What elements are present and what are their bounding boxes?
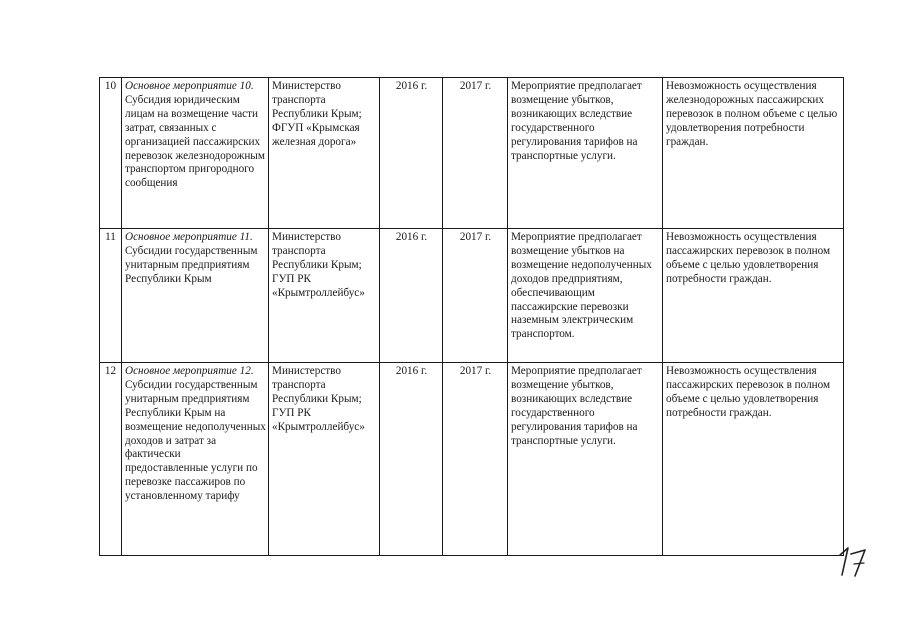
measure-cell: [122, 78, 269, 229]
measure-title: Основное мероприятие 12.: [125, 365, 254, 377]
start-year-cell: 2016 г.: [380, 229, 443, 363]
measure-title: Основное мероприятие 10.: [125, 80, 254, 92]
measure-title: Основное мероприятие 11.: [125, 231, 253, 243]
consequence-cell: Невозможность осуществления пассажирских перевозок в полном объеме с целью удовлетворения потребности граждан.: [663, 229, 844, 363]
result-cell: Мероприятие предполагает возмещение убытков, возникающих вследствие государственного регулирования тарифов на транспортные услуги.: [508, 78, 663, 229]
executor-cell: Министерство транспорта Республики Крым; ГУП РК «Крымтроллейбус»: [269, 363, 380, 556]
consequence-cell: Невозможность осуществления пассажирских перевозок в полном объеме с целью удовлетворения потребности граждан.: [663, 363, 844, 556]
row-number: 10: [100, 78, 122, 229]
end-year-cell: 2017 г.: [443, 78, 508, 229]
result-cell: Мероприятие предполагает возмещение убытков, возникающих вследствие государственного регулирования тарифов на транспортные услуги.: [508, 363, 663, 556]
row-number: 11: [100, 229, 122, 363]
executor-cell: Министерство транспорта Республики Крым; ФГУП «Крымская железная дорога»: [269, 78, 380, 229]
result-cell: Мероприятие предполагает возмещение убытков на возмещение недополученных доходов предприятиям, обеспечивающим пассажирские перевозки наземным электрическим транспортом.: [508, 229, 663, 363]
measure-description: Субсидии государственным унитарным предприятиям Республики Крым на возмещение недополученных доходов и затрат за фактически предоставленные услуги по перевозке пассажиров по установленному тарифу: [125, 378, 266, 503]
start-year-cell: 2016 г.: [380, 363, 443, 556]
table-row: [100, 78, 844, 229]
row-number: 12: [100, 363, 122, 556]
measure-cell: [122, 229, 269, 363]
start-year-cell: 2016 г.: [380, 78, 443, 229]
table-row: [100, 363, 844, 556]
measure-description: Субсидии государственным унитарным предприятиям Республики Крым: [125, 244, 258, 285]
handwritten-page-number-mark: [836, 544, 870, 578]
measures-table: [99, 77, 844, 556]
executor-cell: Министерство транспорта Республики Крым; ГУП РК «Крымтроллейбус»: [269, 229, 380, 363]
table-row: [100, 229, 844, 363]
measure-cell: [122, 363, 269, 556]
consequence-cell: Невозможность осуществления железнодорожных пассажирских перевозок в полном объеме с целью удовлетворения потребности граждан.: [663, 78, 844, 229]
end-year-cell: 2017 г.: [443, 229, 508, 363]
measure-description: Субсидия юридическим лицам на возмещение части затрат, связанных с организацией пассажирских перевозок железнодорожным транспортом пригородного сообщения: [125, 93, 265, 190]
handwritten-page-number: [836, 544, 870, 578]
end-year-cell: 2017 г.: [443, 363, 508, 556]
